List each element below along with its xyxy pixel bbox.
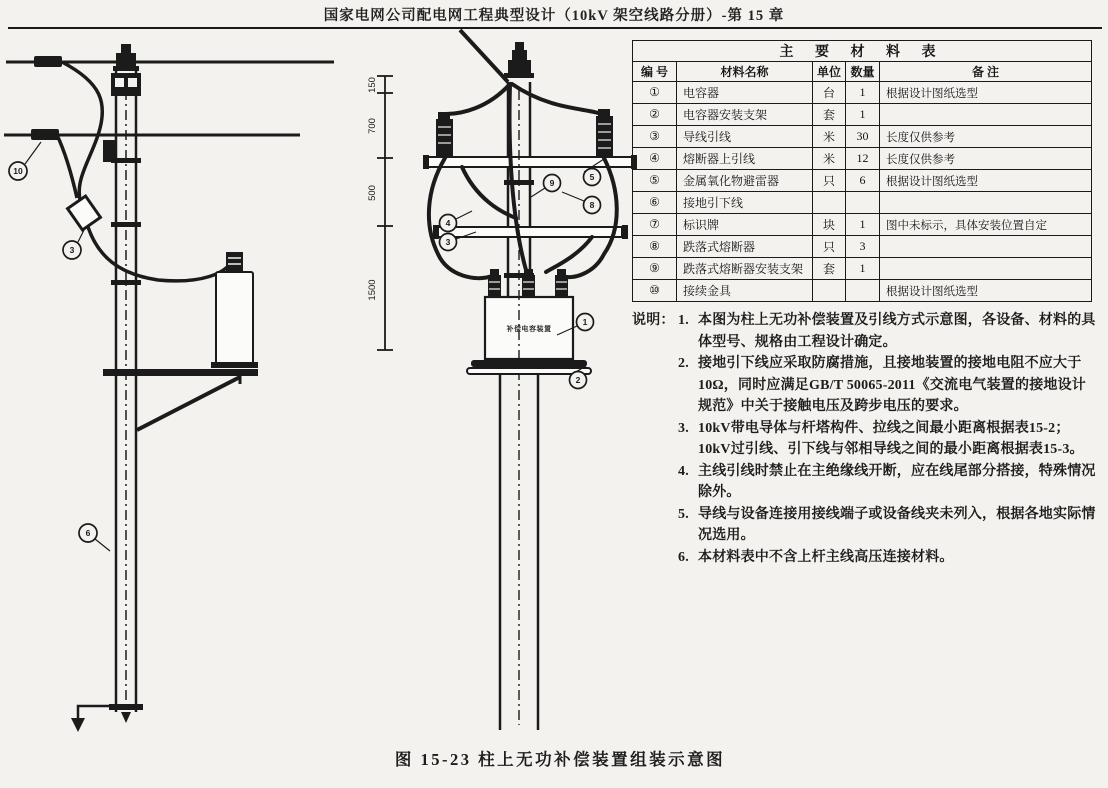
svg-text:10: 10: [13, 166, 23, 176]
dimension-line: [367, 76, 393, 350]
figure-caption: 图 15-23 柱上无功补偿装置组装示意图: [394, 750, 726, 769]
row-id: ⑨: [633, 258, 677, 280]
callout-9: [531, 175, 561, 198]
lead-wires: [57, 62, 233, 281]
note-number: 5.: [678, 506, 689, 522]
row-name: 电容器: [677, 82, 813, 104]
row-qty: 6: [846, 170, 880, 192]
row-unit: 米: [813, 126, 846, 148]
row-qty: 1: [846, 258, 880, 280]
row-name: 金属氧化物避雷器: [677, 170, 813, 192]
svg-text:4: 4: [445, 218, 451, 228]
col-header-qty: 数量: [846, 62, 880, 82]
svg-text:9: 9: [549, 178, 555, 188]
row-unit: [813, 280, 846, 302]
row-note: 图中未标示，具体安装位置自定: [880, 214, 1092, 236]
row-name: 标识牌: [677, 214, 813, 236]
table-row: [633, 236, 1092, 258]
col-header-name: 材料名称: [677, 62, 813, 82]
row-unit: 套: [813, 104, 846, 126]
row-name: 电容器安装支架: [677, 104, 813, 126]
note-text: 接地引下线应采取防腐措施，且接地装置的接地电阻不应大于10Ω，同时应满足GB/T 50065-2011《交流电气装置的接地设计规范》中关于接触电压及跨步电压的要求。: [698, 356, 1087, 414]
pole: [109, 71, 143, 712]
arrester-left: [436, 112, 453, 157]
row-unit: 台: [813, 82, 846, 104]
svg-text:3: 3: [445, 237, 451, 247]
page-header-title: 国家电网公司配电网工程典型设计（10kV 架空线路分册）-第 15 章: [323, 8, 785, 24]
row-name: 熔断器上引线: [677, 148, 813, 170]
pole-top-detail-drawing: [350, 30, 650, 740]
row-name: 接续金具: [677, 280, 813, 302]
row-qty: 30: [846, 126, 880, 148]
capacitor-box: [485, 297, 573, 359]
dim-700: 700: [367, 118, 378, 134]
materials-table: [632, 40, 1092, 302]
row-qty: [846, 192, 880, 214]
row-qty: 3: [846, 236, 880, 258]
row-name: 导线引线: [677, 126, 813, 148]
row-qty: 1: [846, 214, 880, 236]
row-qty: [846, 280, 880, 302]
svg-text:8: 8: [589, 200, 595, 210]
note-item: [678, 353, 1098, 418]
callout-6: [79, 524, 110, 551]
pole-top-insulator: [113, 44, 139, 71]
row-note: [880, 104, 1092, 126]
svg-text:1: 1: [582, 317, 588, 327]
note-item: [678, 418, 1098, 461]
row-id: ②: [633, 104, 677, 126]
row-name: 跌落式熔断器安装支架: [677, 258, 813, 280]
header-rule: [8, 27, 1102, 29]
col-header-id: 编 号: [633, 62, 677, 82]
table-row: [633, 280, 1092, 302]
row-unit: 套: [813, 258, 846, 280]
row-id: ⑩: [633, 280, 677, 302]
table-row: [633, 258, 1092, 280]
row-unit: [813, 192, 846, 214]
table-row: [633, 82, 1092, 104]
table-row: [633, 148, 1092, 170]
note-number: 6.: [678, 549, 689, 565]
dim-150: 150: [367, 77, 378, 93]
materials-table-header-row: [633, 62, 1092, 82]
conductor-lines: [4, 56, 334, 140]
callout-10: [9, 142, 41, 180]
capacitor-cylinder: [211, 252, 258, 368]
svg-text:6: 6: [85, 528, 91, 538]
table-row: [633, 170, 1092, 192]
fuse-unit: [111, 73, 141, 96]
row-qty: 1: [846, 104, 880, 126]
suspension-clamp: [68, 196, 101, 230]
svg-text:5: 5: [589, 172, 595, 182]
row-note: 根据设计图纸选型: [880, 82, 1092, 104]
col-header-note: 备 注: [880, 62, 1092, 82]
svg-text:3: 3: [69, 245, 75, 255]
row-id: ⑤: [633, 170, 677, 192]
row-id: ①: [633, 82, 677, 104]
row-note: 长度仅供参考: [880, 126, 1092, 148]
dim-500: 500: [367, 185, 378, 201]
svg-text:2: 2: [575, 375, 581, 385]
callout-8: [562, 192, 601, 214]
row-note: 根据设计图纸选型: [880, 170, 1092, 192]
splice-fitting-upper: [34, 56, 62, 67]
table-row: [633, 104, 1092, 126]
row-id: ③: [633, 126, 677, 148]
row-qty: 12: [846, 148, 880, 170]
arrester-right: [596, 109, 613, 157]
note-number: 2.: [678, 356, 689, 371]
table-row: [633, 192, 1092, 214]
row-id: ⑧: [633, 236, 677, 258]
table-row: [633, 214, 1092, 236]
capacitor-bushings: [488, 269, 568, 297]
pole-top-insulator: [504, 42, 534, 78]
note-text: 主线引线时禁止在主绝缘线开断，应在线尾部分搭接，特殊情况除外。: [698, 463, 1096, 500]
row-unit: 只: [813, 170, 846, 192]
note-number: 3.: [678, 420, 689, 436]
row-name: 跌落式熔断器: [677, 236, 813, 258]
pole-side-device: [103, 140, 116, 162]
row-note: 根据设计图纸选型: [880, 280, 1092, 302]
incoming-conductor: [460, 30, 508, 82]
note-number: 4.: [678, 463, 689, 479]
note-text: 10kV带电导体与杆塔构件、拉线之间最小距离根据表15-2；10kV过引线、引下线与邻相导线之间的最小距离根据表15-3。: [698, 420, 1084, 457]
row-unit: 块: [813, 214, 846, 236]
notes-block: [632, 310, 1098, 568]
dim-1500: 1500: [367, 279, 378, 301]
notes-label: 说明：: [632, 313, 675, 328]
row-id: ⑦: [633, 214, 677, 236]
note-text: 导线与设备连接用接线端子或设备线夹未列入，根据各地实际情况选用。: [698, 506, 1096, 543]
row-id: ⑥: [633, 192, 677, 214]
capacitor-box-label: 补偿电容装置: [506, 325, 552, 333]
row-id: ④: [633, 148, 677, 170]
row-note: [880, 258, 1092, 280]
note-item: [678, 547, 1098, 569]
row-note: 长度仅供参考: [880, 148, 1092, 170]
row-unit: 米: [813, 148, 846, 170]
box-support-bracket: [467, 360, 591, 374]
materials-table-title: 主 要 材 料 表: [633, 41, 1092, 62]
row-note: [880, 192, 1092, 214]
callout-3: [63, 228, 85, 259]
col-header-unit: 单位: [813, 62, 846, 82]
note-item: [678, 504, 1098, 547]
row-qty: 1: [846, 82, 880, 104]
note-text: 本材料表中不含上杆主线高压连接材料。: [698, 549, 954, 565]
row-note: [880, 236, 1092, 258]
table-row: [633, 126, 1092, 148]
splice-fitting-lower: [31, 129, 59, 140]
note-number: 1.: [678, 313, 689, 328]
note-text: 本图为柱上无功补偿装置及引线方式示意图，各设备、材料的具体型号、规格由工程设计确定。: [698, 313, 1096, 350]
row-name: 接地引下线: [677, 192, 813, 214]
note-item: [678, 461, 1098, 504]
row-unit: 只: [813, 236, 846, 258]
left-pole-drawing: [0, 30, 345, 740]
note-item: [678, 310, 1098, 353]
